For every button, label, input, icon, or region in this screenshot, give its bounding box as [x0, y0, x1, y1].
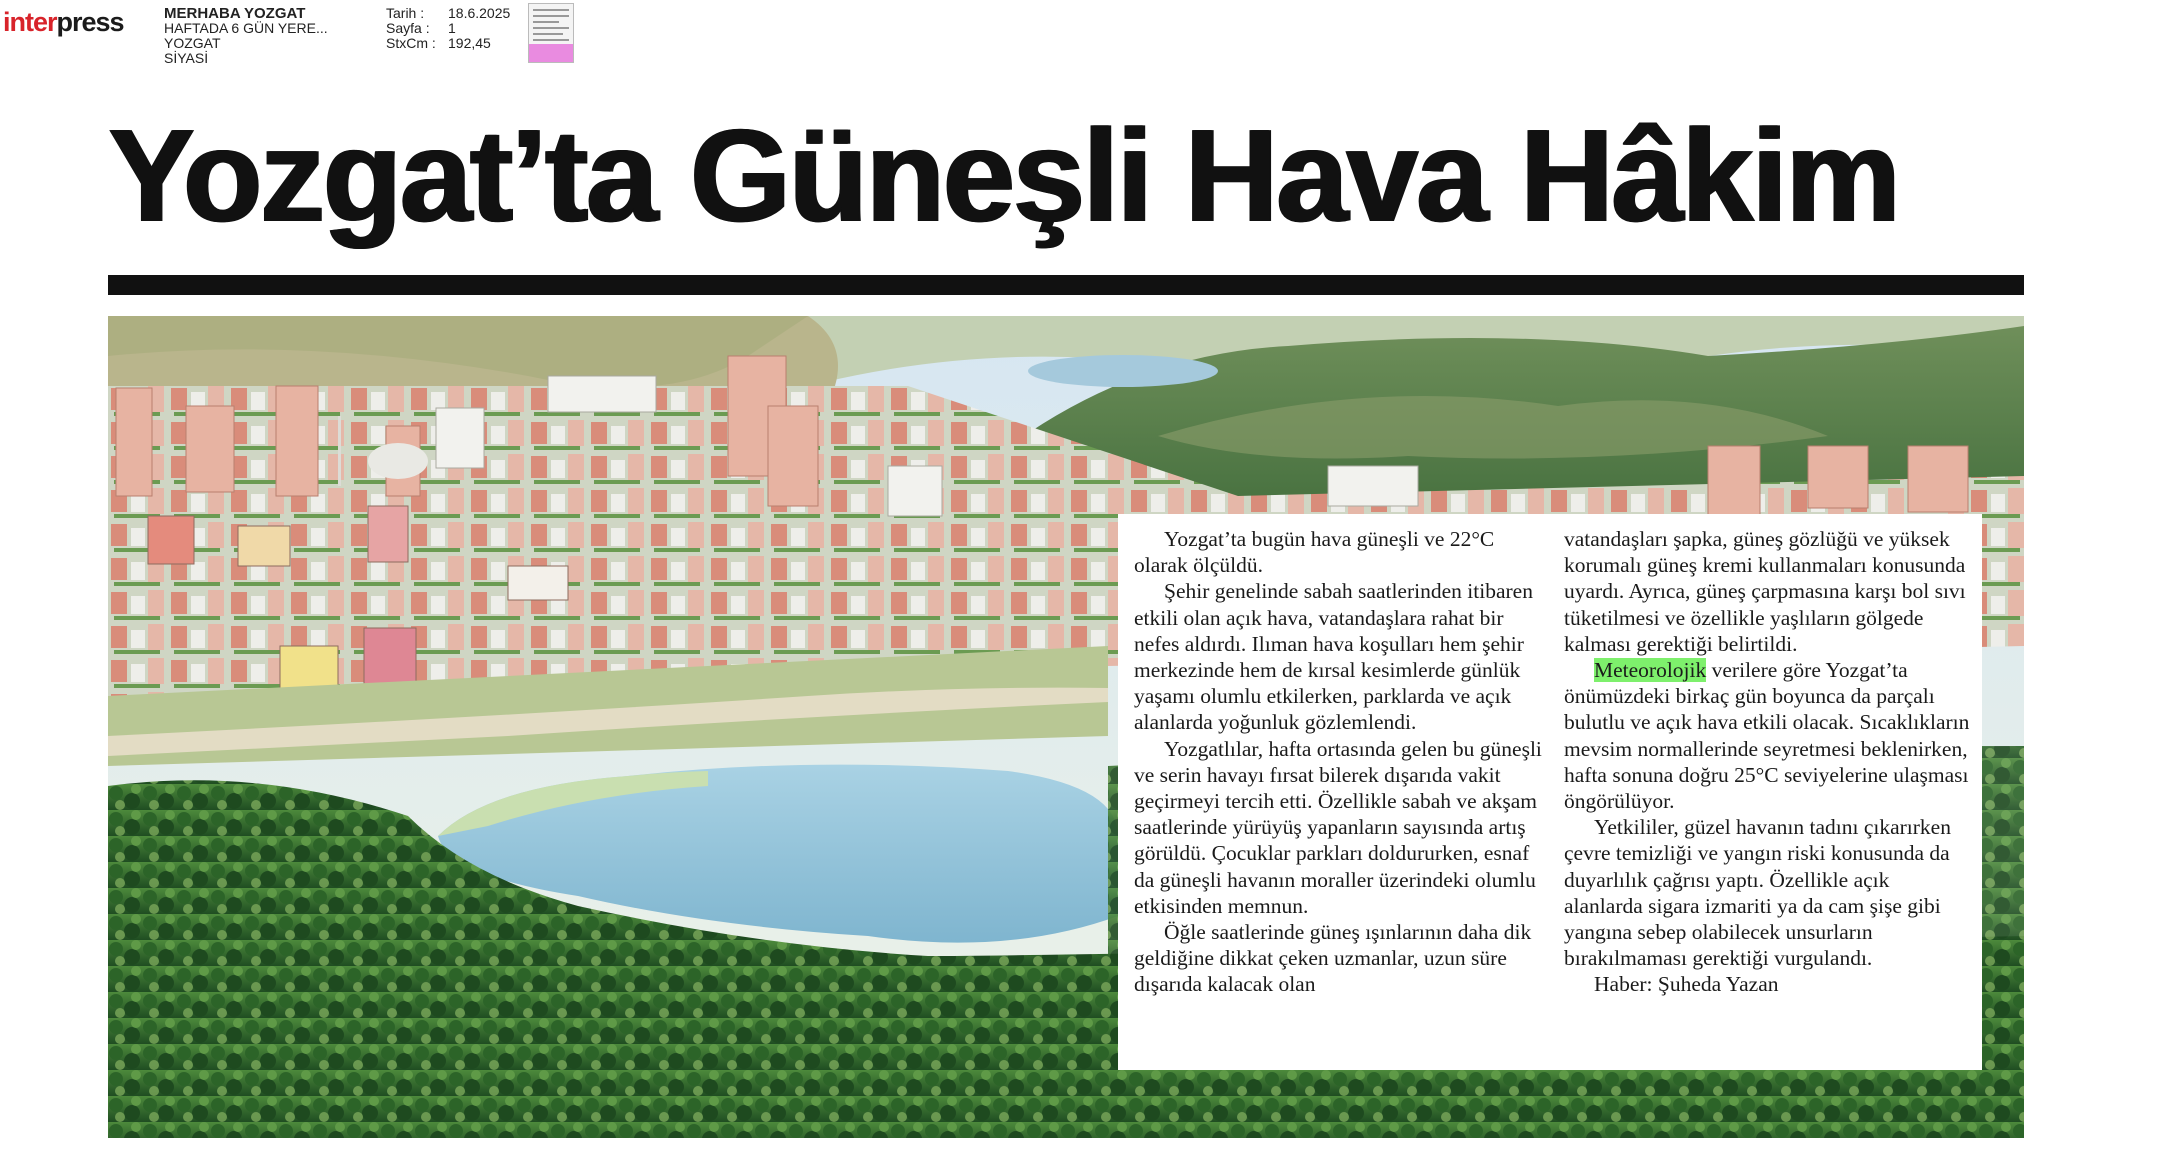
article-body	[1118, 514, 1982, 1070]
headline: Yozgat’ta Güneşli Hava Hâkim	[108, 102, 1899, 249]
page-value: 1	[448, 20, 456, 36]
interpress-logo: interpress	[3, 7, 124, 37]
paragraph-6: Yetkililer, güzel havanın tadını çıkarırken çevre temizliği ve yangın riski konusunda da duyarlılık çağrısı yaptı. Özellikle açık alanlarda sigara izmariti ya da cam şişe gibi yangına sebep olabilecek unsurların bırakılmaması gerektiği vurgulandı.	[1564, 815, 1951, 971]
paragraph-3: Yozgatlılar, hafta ortasında gelen bu güneşli ve serin havayı fırsat bilerek dışarıda vakit geçirmeyi tercih etti. Özellikle sabah ve akşam saatlerinde yürüyüş yapanların sayısında artış görüldü. Çocuklar parkları doldururken, esnaf da güneşli havanın moraller üzerindeki olumlu etkisinden memnun.	[1134, 736, 1542, 918]
byline: Haber: Şuheda Yazan	[1594, 972, 1779, 997]
paragraph-1: Yozgat’ta bugün hava güneşli ve 22°C olarak ölçüldü.	[1134, 527, 1495, 578]
date-label: Tarih :	[386, 5, 425, 21]
paragraph-4: Öğle saatlerinde güneş ışınlarının daha dik geldiğine dikkat çeken uzmanlar, uzun süre dışarıda kalacak olan	[1134, 920, 1532, 997]
publication-name: MERHABA YOZGAT	[164, 5, 306, 22]
highlighted-keyword: Meteorolojik	[1594, 658, 1707, 683]
size-label: StxCm :	[386, 35, 436, 51]
article-column-1	[1134, 526, 1548, 998]
paragraph-2: Şehir genelinde sabah saatlerinden itibaren etkili olan açık hava, vatandaşlara rahat bir nefes aldırdı. Ilıman hava koşulları hem şehir merkezinde hem de kırsal kesimlerde günlük yaşamı olumlu etkilerken, parklarda ve açık alanlarda yoğunluk gözlemlendi.	[1134, 579, 1533, 735]
page-thumbnail[interactable]	[528, 3, 574, 63]
paragraph-4-continued: vatandaşları şapka, güneş gözlüğü ve yüksek korumalı güneş kremi kullanmaları konusunda uyardı. Ayrıca, güneş çarpmasına karşı bol sıvı tüketilmesi ve özellikle yaşlıların gölgede kalması gerektiği belirtildi.	[1564, 527, 1966, 656]
publication-category: SİYASİ	[164, 50, 209, 66]
article-column-2	[1564, 526, 1970, 998]
publication-city: YOZGAT	[164, 35, 221, 51]
date-value: 18.6.2025	[448, 5, 511, 21]
publication-frequency: HAFTADA 6 GÜN YERE...	[164, 20, 328, 36]
paragraph-5	[1564, 657, 1970, 814]
size-row	[386, 36, 491, 51]
publication-info	[164, 6, 328, 66]
page-label: Sayfa :	[386, 20, 430, 36]
page-row	[386, 21, 456, 36]
date-row	[386, 6, 510, 21]
size-value: 192,45	[448, 35, 491, 51]
paragraph-5-text: verilere göre Yozgat’ta önümüzdeki birkaç gün boyunca da parçalı bulutlu ve açık hava etkili olacak. Sıcaklıkların mevsim normallerinde seyretmesi beklenirken, hafta sonuna doğru 25°C seviyelerine ulaşması öngörülüyor.	[1564, 658, 1970, 814]
headline-rule	[108, 275, 2024, 295]
